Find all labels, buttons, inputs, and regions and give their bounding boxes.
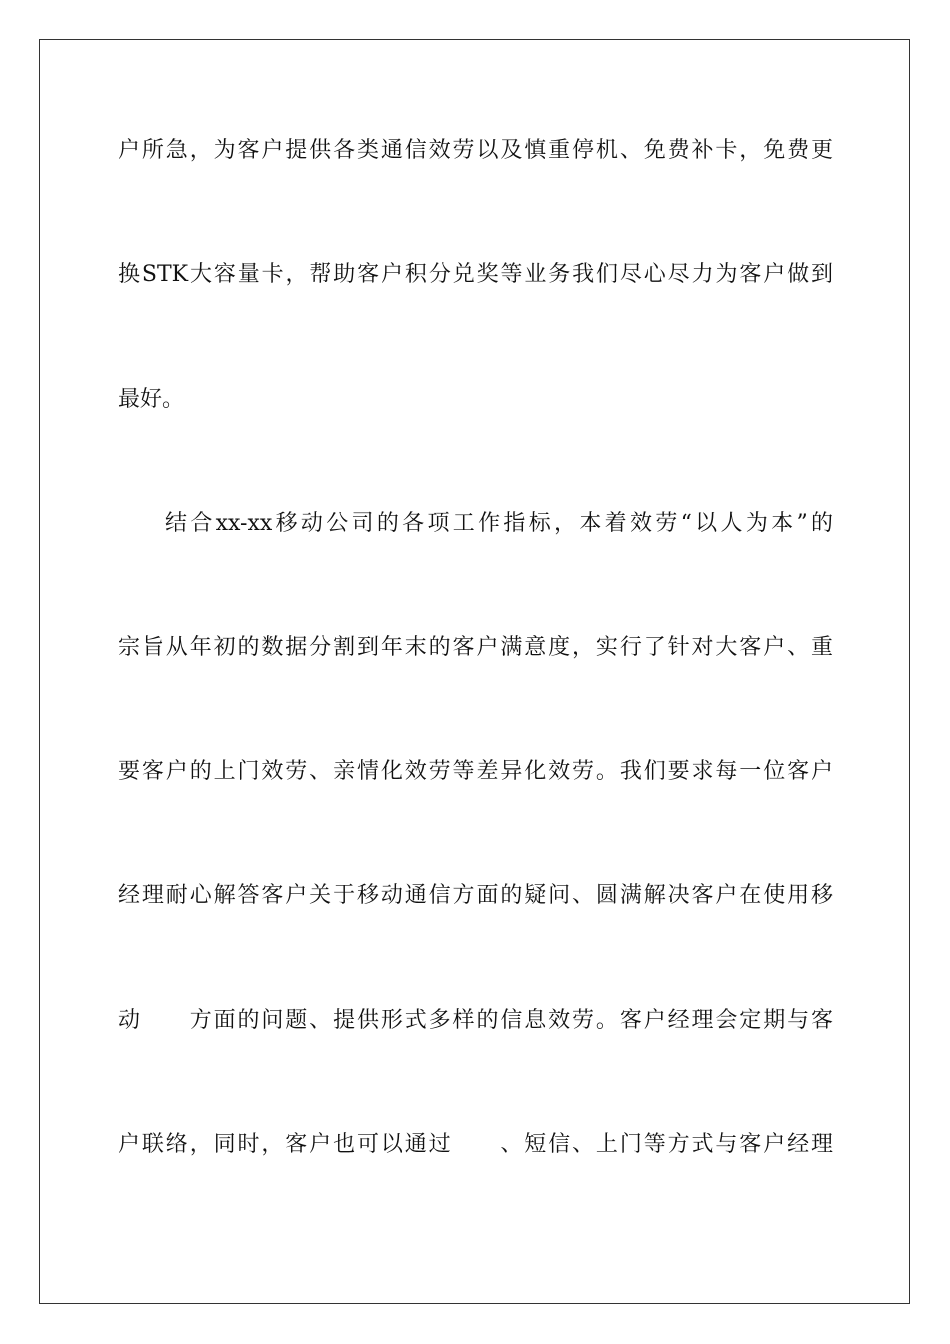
paragraph-line: 要客户的上门效劳、亲情化效劳等差异化效劳。我们要求每一位客户	[118, 759, 833, 784]
paragraph-line: 经理耐心解答客户关于移动通信方面的疑问、圆满解决客户在使用移	[118, 883, 833, 908]
paragraph-line: 结合xx-xx移动公司的各项工作指标，本着效劳“以人为本”的	[165, 511, 833, 536]
paragraph-line: 户联络，同时，客户也可以通过 、短信、上门等方式与客户经理	[118, 1132, 833, 1157]
paragraph-line: 动 方面的问题、提供形式多样的信息效劳。客户经理会定期与客	[118, 1008, 833, 1033]
paragraph-line: 宗旨从年初的数据分割到年末的客户满意度，实行了针对大客户、重	[118, 635, 833, 660]
paragraph-line: 户所急，为客户提供各类通信效劳以及慎重停机、免费补卡，免费更	[118, 138, 833, 163]
paragraph-line: 最好。	[118, 387, 185, 412]
paragraph-line: 换STK大容量卡，帮助客户积分兑奖等业务我们尽心尽力为客户做到	[118, 262, 833, 287]
